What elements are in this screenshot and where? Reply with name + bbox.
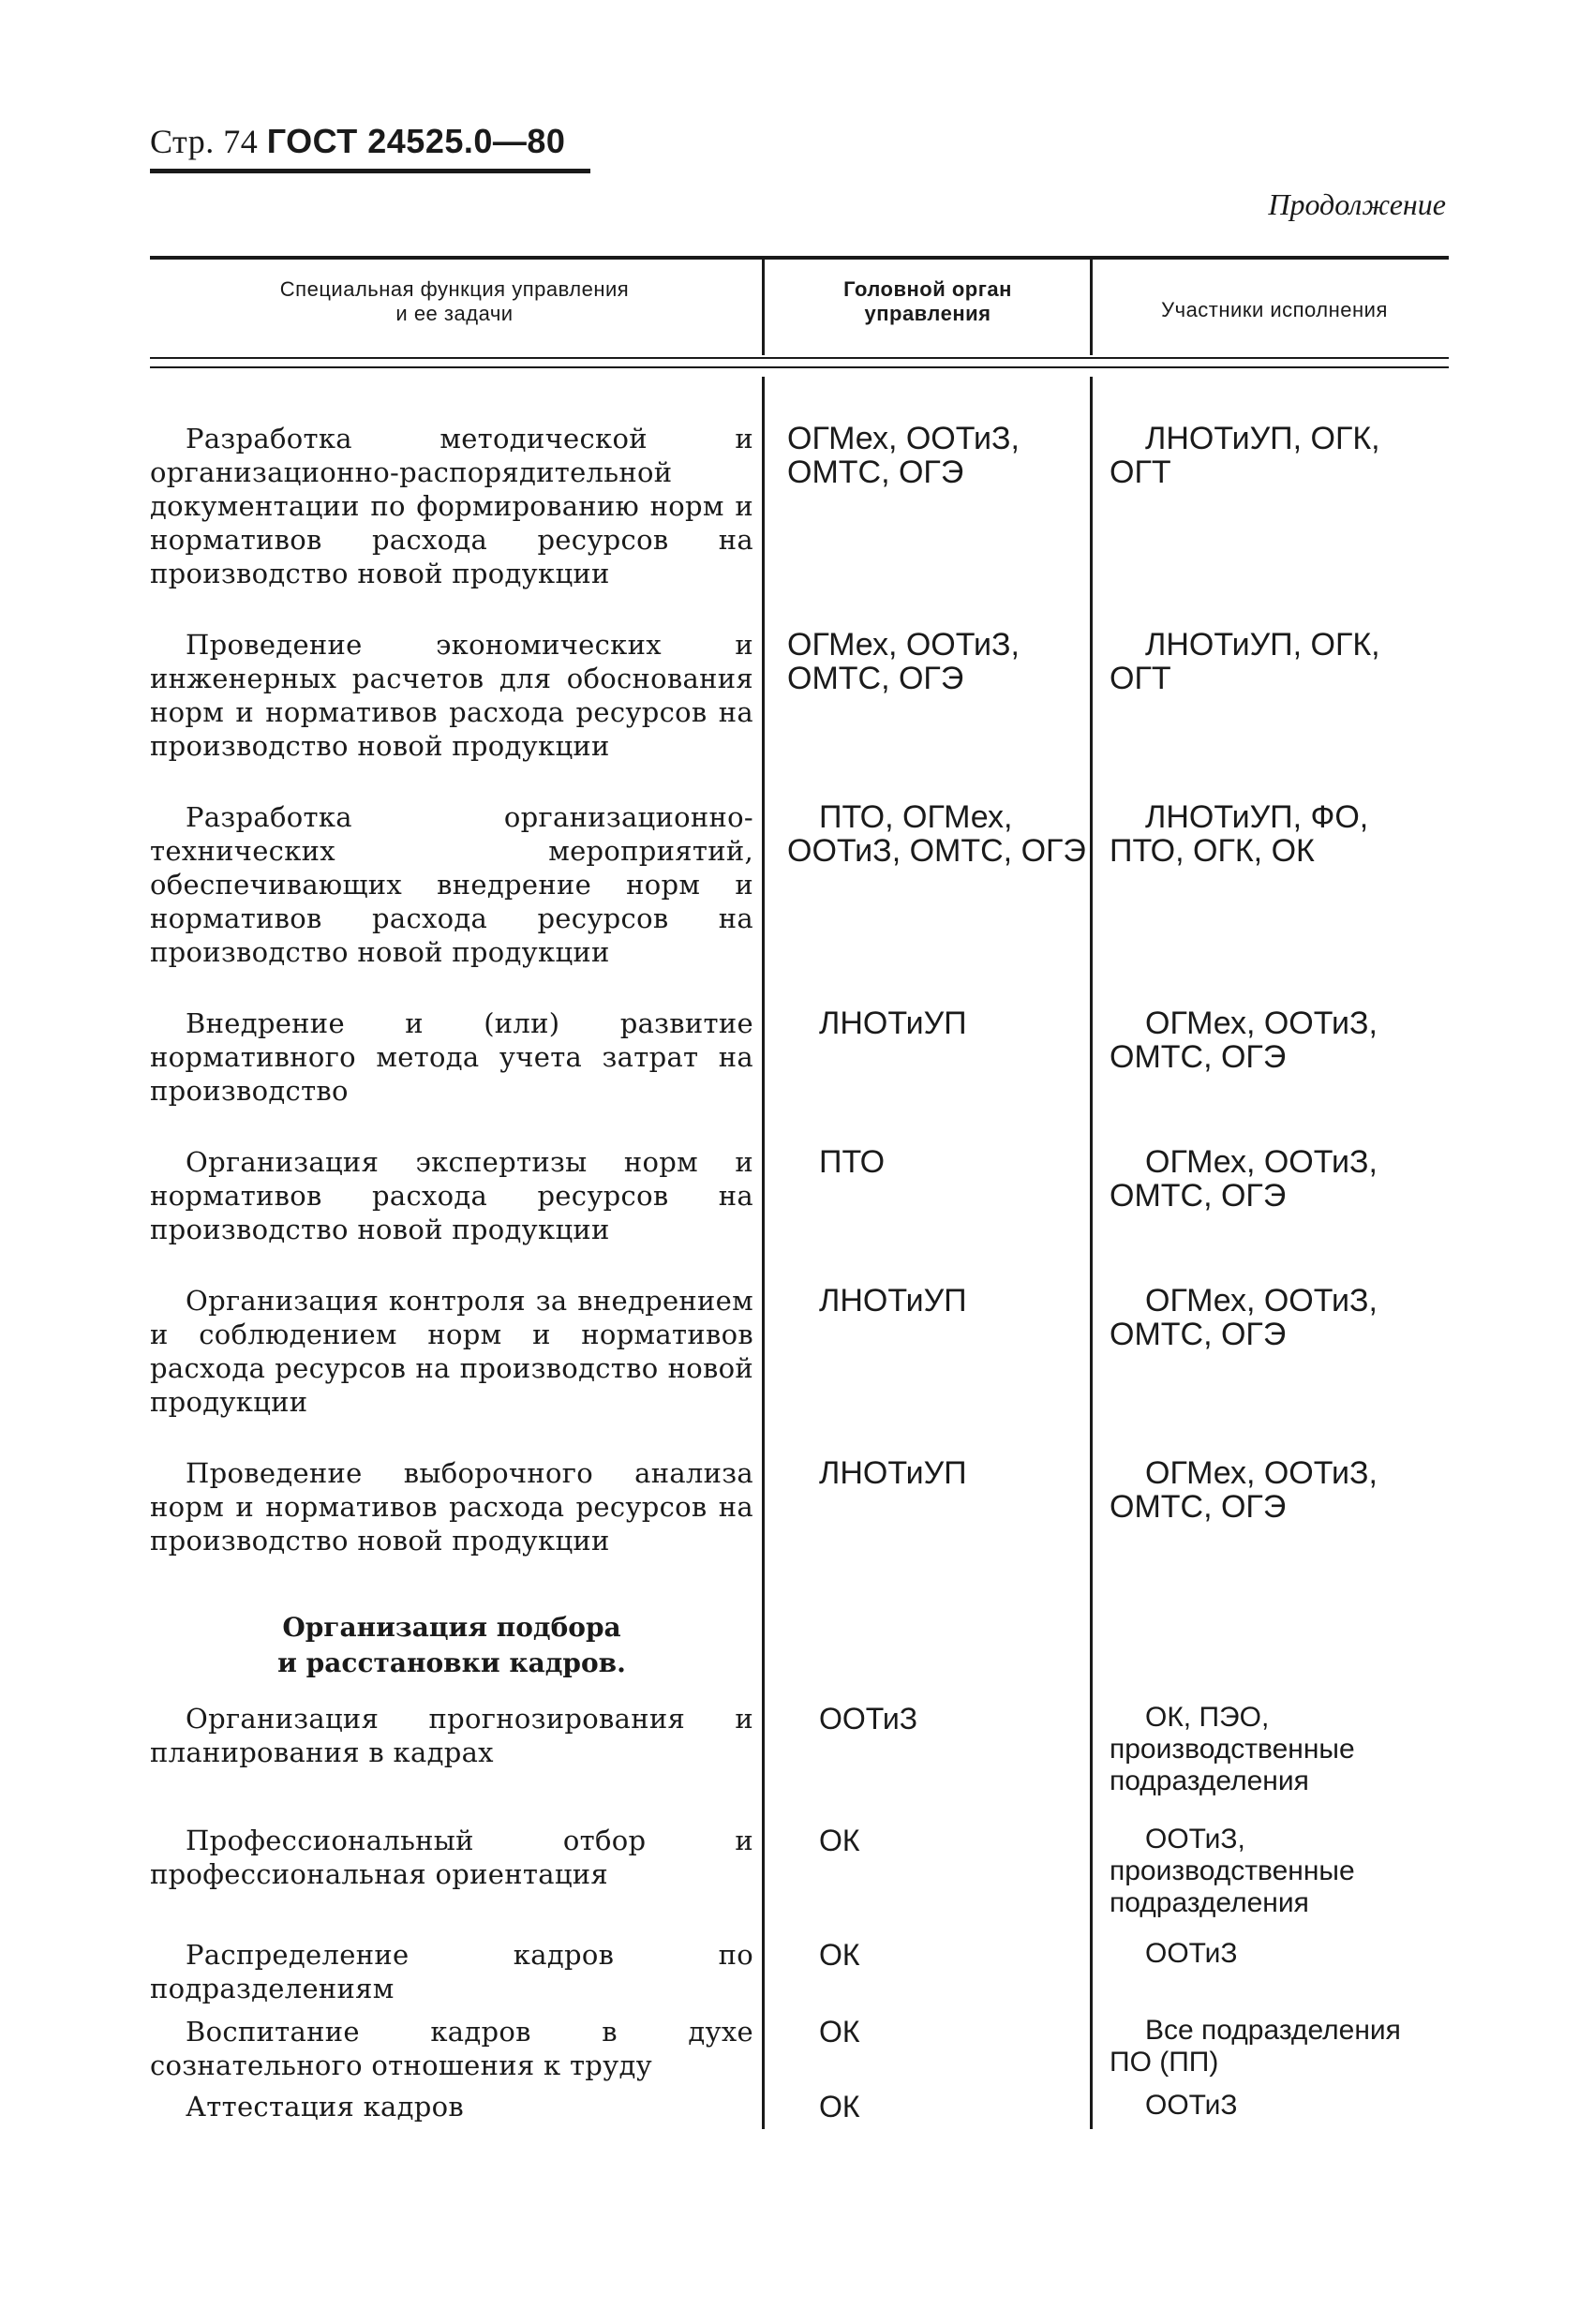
participants-cell: ЛНОТиУП, ОГК, ОГТ [1110,627,1380,696]
lead-cell: ОГМех, ООТиЗ, ОМТС, ОГЭ [787,627,1020,696]
task-cell: Проведение выборочного анализа норм и нормативов расхода ресурсов на производство новой продукции [150,1457,753,1557]
participants-cell: Все подразделения ПО (ПП) [1110,2015,1401,2078]
task-cell: Проведение экономических и инженерных расчетов для обоснования норм и нормативов расхода ресурсов на производство новой продукции [150,629,753,762]
task-cell: Организация экспертизы норм и нормативов расхода ресурсов на производство новой продукции [150,1146,753,1245]
lead-cell: ОК [819,2090,860,2123]
lead-cell: ОК [819,2015,860,2048]
page-header [150,122,565,161]
participants-cell: ОГМех, ООТиЗ, ОМТС, ОГЭ [1110,1006,1378,1075]
lead-cell: ПТО, ОГМех, ООТиЗ, ОМТС, ОГЭ [787,799,1086,869]
lead-cell: ЛНОТиУП [819,1283,967,1318]
lead-cell: ПТО [819,1144,886,1180]
table-row [150,1006,1449,1108]
task-cell: Профессиональный отбор и профессиональная ориентация [150,1825,753,1890]
lead-cell: ООТиЗ [819,1702,918,1736]
table-row [150,1284,1449,1419]
lead-cell: ОГМех, ООТиЗ, ОМТС, ОГЭ [787,421,1020,490]
task-cell: Внедрение и (или) развитие нормативного метода учета затрат на производство [150,1007,753,1107]
table-top-rule [150,256,1449,260]
participants-cell: ЛНОТиУП, ОГК, ОГТ [1110,421,1380,490]
participants-cell: ОГМех, ООТиЗ, ОМТС, ОГЭ [1110,1455,1378,1525]
table-row [150,422,1449,590]
column-header-task: Специальная функция управления и ее задачи [279,277,630,325]
standard-code: ГОСТ 24525.0—80 [266,122,566,160]
column-header-lead: Головной орган управления [843,277,1012,325]
task-cell: Организация прогнозирования и планирования в кадрах [150,1703,753,1768]
responsibility-table [150,422,1449,2123]
participants-cell: ООТиЗ [1145,1938,1238,1969]
table-row [150,800,1449,969]
lead-cell: ЛНОТиУП [819,1006,967,1041]
table-header-rule-1 [150,357,1449,359]
column-divider [1090,260,1093,355]
table-row [150,1938,1449,2005]
header-underline [150,169,590,173]
lead-cell: ОК [819,1824,860,1857]
participants-cell: ОГМех, ООТиЗ, ОМТС, ОГЭ [1110,1283,1378,1352]
continuation-label: Продолжение [1268,187,1446,221]
column-header-participants: Участники исполнения [1161,298,1388,321]
section-row [150,1610,1449,1681]
lead-cell: ЛНОТиУП [819,1455,967,1491]
column-divider [762,260,765,355]
task-cell: Разработка методической и организационно-распорядительной документации по формированию норм и нормативов расхода ресурсов на производство новой продукции [150,423,753,589]
task-cell: Аттестация кадров [186,2091,464,2123]
table-row [150,2015,1449,2082]
participants-cell: ОК, ПЭО, производственные подразделения [1110,1702,1355,1796]
lead-cell: ОК [819,1938,860,1972]
participants-cell: ООТиЗ, производственные подразделения [1110,1824,1355,1918]
participants-cell: ОГМех, ООТиЗ, ОМТС, ОГЭ [1110,1144,1378,1214]
table-row [150,1145,1449,1246]
table-row [150,1702,1449,1797]
task-cell: Разработка организационно-технических мероприятий, обеспечивающих внедрение норм и нормативов расхода ресурсов на производство новой продукции [150,801,753,968]
section-heading: Организация подбора и расстановки кадров. [277,1612,626,1678]
page-number: Стр. 74 [150,123,259,160]
table-row [150,628,1449,763]
task-cell: Воспитание кадров в духе сознательного отношения к труду [150,2016,753,2081]
table-row [150,1824,1449,1919]
table-row [150,1456,1449,1557]
participants-cell: ЛНОТиУП, ФО, ПТО, ОГК, ОК [1110,799,1369,869]
task-cell: Организация контроля за внедрением и соблюдением норм и нормативов расхода ресурсов на производство новой продукции [150,1285,753,1418]
table-row [150,2090,1449,2123]
table-header-rule-2 [150,366,1449,368]
task-cell: Распределение кадров по подразделениям [150,1939,753,2004]
participants-cell: ООТиЗ [1145,2090,1238,2121]
